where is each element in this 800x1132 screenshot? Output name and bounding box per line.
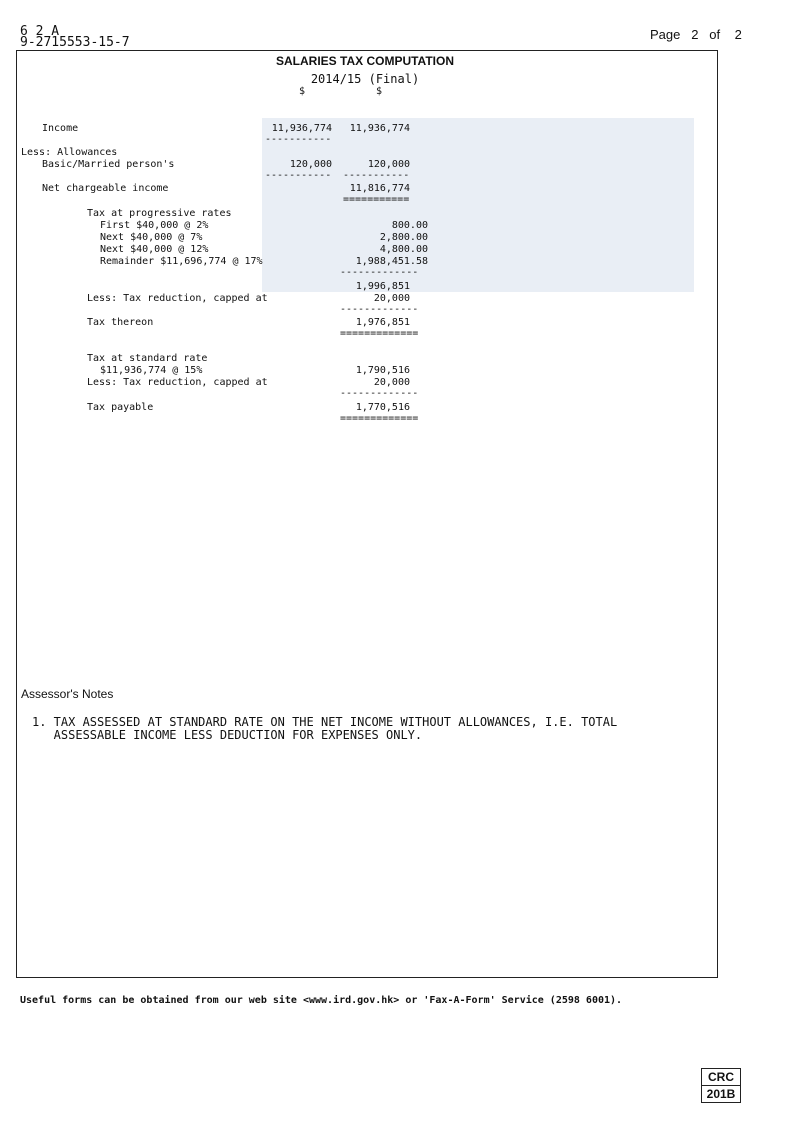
tax-payable-label: Tax payable <box>87 402 154 413</box>
tax-reduction-2-label: Less: Tax reduction, capped at <box>87 377 268 388</box>
rule: ----------- <box>265 170 332 181</box>
band-first-label: First $40,000 @ 2% <box>100 220 209 231</box>
tax-reduction-value: 20,000 <box>373 293 410 304</box>
rule: ----------- <box>343 170 410 181</box>
form-code-box <box>701 1068 741 1103</box>
form-code-top: CRC <box>702 1069 740 1086</box>
net-chargeable-income-value: 11,816,774 <box>349 183 410 194</box>
net-chargeable-income-label: Net chargeable income <box>42 183 169 194</box>
basic-allowance-col2: 120,000 <box>367 159 410 170</box>
computation-title: SALARIES TAX COMPUTATION <box>276 54 454 68</box>
band-remainder-label: Remainder $11,696,774 @ 17% <box>100 256 263 267</box>
band-next1-label: Next $40,000 @ 7% <box>100 232 203 243</box>
currency-symbol-col2: $ <box>376 86 383 97</box>
band-next2-label: Next $40,000 @ 12% <box>100 244 209 255</box>
tax-payable-value: 1,770,516 <box>355 402 410 413</box>
reference-number: 9-2715553-15-7 <box>20 35 130 50</box>
tax-thereon-value: 1,976,851 <box>355 317 410 328</box>
assessors-note-1 <box>32 716 617 742</box>
progressive-rates-label: Tax at progressive rates <box>87 208 232 219</box>
tax-reduction-2-value: 20,000 <box>373 377 410 388</box>
rule: ------------- <box>340 388 419 399</box>
standard-rate-label: Tax at standard rate <box>87 353 208 364</box>
page-of: of <box>709 27 721 42</box>
page-label: Page <box>650 27 681 42</box>
double-rule: ============= <box>340 328 419 339</box>
page-total: 2 <box>734 27 742 42</box>
double-rule: ============= <box>340 413 419 424</box>
rule: ------------- <box>340 267 419 278</box>
income-value-col1: 11,936,774 <box>271 123 332 134</box>
useful-forms-footer: Useful forms can be obtained from our web site <www.ird.gov.hk> or 'Fax-A-Form' Service (2598 6001). <box>20 995 623 1006</box>
currency-symbol-col1: $ <box>299 86 306 97</box>
progressive-total: 1,996,851 <box>355 281 410 292</box>
income-label: Income <box>42 123 79 134</box>
reference-line-1: 6 2 A <box>20 24 60 39</box>
page-current: 2 <box>691 27 699 42</box>
standard-rate-detail: $11,936,774 @ 15% <box>100 365 203 376</box>
year-of-assessment: 2014/15 (Final) <box>310 72 420 86</box>
rule: ------------- <box>340 304 419 315</box>
band-first-value: 800.00 <box>391 220 428 231</box>
band-remainder-value: 1,988,451.58 <box>355 256 428 267</box>
band-next2-value: 4,800.00 <box>379 244 428 255</box>
note-line-1: 1. TAX ASSESSED AT STANDARD RATE ON THE NET INCOME WITHOUT ALLOWANCES, I.E. TOTAL <box>32 715 618 729</box>
tax-thereon-label: Tax thereon <box>87 317 154 328</box>
band-next1-value: 2,800.00 <box>379 232 428 243</box>
less-allowances-label: Less: Allowances <box>21 147 118 158</box>
form-code-bottom: 201B <box>706 1087 736 1101</box>
page-indicator <box>650 27 742 42</box>
document-reference <box>20 26 130 48</box>
note-line-2: ASSESSABLE INCOME LESS DEDUCTION FOR EXPENSES ONLY. <box>32 728 423 742</box>
basic-allowance-label: Basic/Married person's <box>42 159 175 170</box>
standard-rate-value: 1,790,516 <box>355 365 410 376</box>
assessors-notes-label: Assessor's Notes <box>21 687 114 701</box>
double-rule: =========== <box>343 194 410 205</box>
tax-reduction-label: Less: Tax reduction, capped at <box>87 293 268 304</box>
income-value-col2: 11,936,774 <box>349 123 410 134</box>
rule: ----------- <box>265 134 332 145</box>
basic-allowance-col1: 120,000 <box>289 159 332 170</box>
